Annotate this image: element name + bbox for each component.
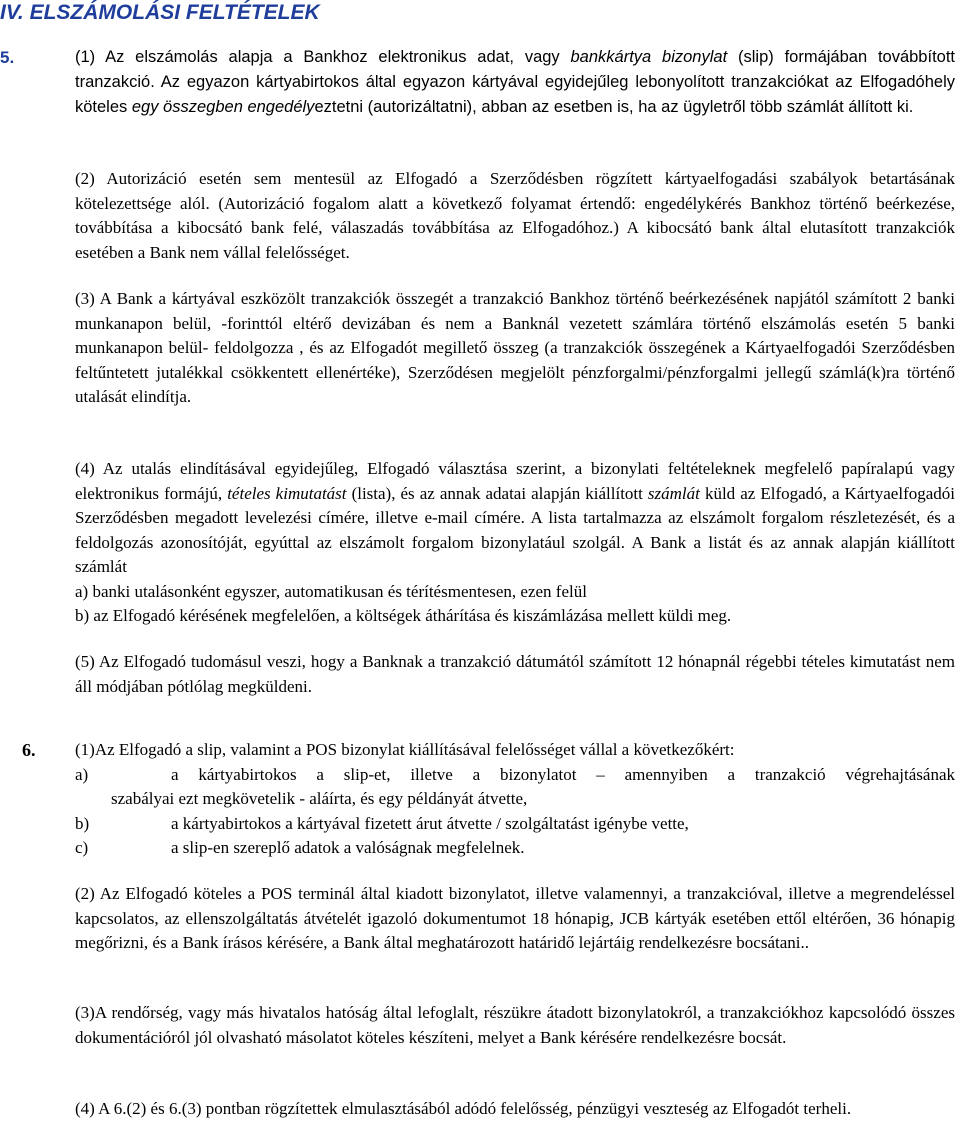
s5p1-italic-d: egy összegben engedély (131, 98, 315, 116)
section-6-paragraph-2: (2) Az Elfogadó köteles a POS terminál által kiadott bizonylatot, illetve valamennyi, a tranzakcióval, illetve a megrendeléssel kapcsolatos, az ellenszolgáltatás átvételét igazoló dokumentumot 18 hónapig, JCB kártyák esetében ettől eltérően, 36 hónapig megőrizni, és a Bank írásos kérésére, a Bank által meghatározott határidő lejártáig rendelkezésre bocsátani.. (75, 884, 955, 952)
section-5-paragraph-1 (75, 45, 955, 120)
list-item-a-text: a kártyabirtokos a slip-et, illetve a bizonylatot – amennyiben a tranzakció végrehajtásának (171, 764, 955, 784)
s5p4-text-a: (4) Az utalás elindításával egyidejűleg, Elfogadó választása szerint, a bizonylati feltételeknek megfelelő papíralapú vagy elektronikus formájú, (75, 459, 955, 503)
list-item-a-continuation: szabályai ezt megkövetelik - aláírta, és egy példányát átvette, (111, 789, 528, 808)
s5p1-text-e: eztetni (autorizáltatni), abban az esetben is, ha az ügyletről több számlát állított ki. (314, 98, 914, 116)
s5p4-italic-d: számlát (647, 483, 700, 503)
section-5-paragraph-5: (5) Az Elfogadó tudomásul veszi, hogy a Banknak a tranzakció dátumától számított 12 hónapnál régebbi tételes kimutatást nem áll módjában pótlólag megküldeni. (75, 652, 955, 696)
section-heading: IV. ELSZÁMOLÁSI FELTÉTELEK (0, 1, 320, 24)
section-6-paragraph-3: (3)A rendőrség, vagy más hivatalos hatóság által lefoglalt, részükre átadott bizonylatokról, a tranzakciókhoz kapcsolódó összes dokumentációról jól olvasható másolatot köteles készíteni, melyet a Bank kérésére rendelkezésre bocsát. (75, 1003, 955, 1047)
s6p1-intro: (1)Az Elfogadó a slip, valamint a POS bizonylat kiállításával felelősséget vállal a következőkért: (75, 740, 735, 759)
s5p1-text-a: (1) Az elszámolás alapja a Bankhoz elektronikus adat, vagy (75, 48, 571, 66)
section-5-paragraph-3: (3) A Bank a kártyával eszközölt tranzakciók összegét a tranzakció Bankhoz történő beérkezésének napjától számított 2 banki munkanapon belül, -forinttól eltérő devizában és nem a Banknál vezetett számlára történő elszámolás esetén 5 banki munkanapon belül- feldolgozza , és az Elfogadót megillető összeg (a tranzakciók összegének a Kártyaelfogadói Szerződésben feltűntetett jutalékkal csökkentett ellenértéke), Szerződésen megjelölt pénzforgalmi/pénzforgalmi jellegű számlá(k)ra történő utalását elindítja. (75, 289, 955, 406)
section-5-number: 5. (0, 48, 15, 67)
list-item-a (75, 763, 955, 788)
section-6-paragraph-1 (75, 738, 955, 861)
s5p4-line-a: a) banki utalásonként egyszer, automatikusan és térítésmentesen, ezen felül (75, 581, 587, 601)
list-item-c-label: c) (75, 838, 89, 857)
s5p1-text-c: (slip) formájában továbbított tranzakció. Az egyazon kártyabirtokos által egyazon kártyával egyidejűleg lebonyolított tranzakciókat az Elfogadóhely köteles (75, 48, 955, 116)
s5p4-italic-b: tételes kimutatást (227, 483, 347, 503)
section-6-number: 6. (22, 740, 36, 760)
s5p4-body (75, 457, 955, 580)
list-item-a-label: a) (75, 764, 89, 784)
section-6-paragraph-4: (4) A 6.(2) és 6.(3) pontban rögzítettek elmulasztásából adódó felelősség, pénzügyi veszteség az Elfogadót terheli. (75, 1099, 852, 1118)
list-item-c (75, 836, 955, 861)
s5p1-italic-b: bankkártya bizonylat (570, 48, 728, 66)
list-item-b (75, 812, 955, 837)
s5p4-text-e: küld az Elfogadó, a Kártyaelfogadói Szerződésben megadott levelezési címére, illetve e-mail címére. A lista tartalmazza az elszámolt forgalom részletezését, és a feldolgozás azonosítóját, egyúttal az elszámolt forgalom bizonylatául szolgál. A Bank a listát és az annak alapján kiállított számlát (75, 483, 955, 576)
s5p4-line-b: b) az Elfogadó kérésének megfelelően, a költségek áthárítása és kiszámlázása mellett küldi meg. (75, 606, 732, 625)
section-5-paragraph-2: (2) Autorizáció esetén sem mentesül az Elfogadó a Szerződésben rögzített kártyaelfogadási szabályok betartásának kötelezettsége alól. (Autorizáció fogalom alatt a következő folyamat értendő: engedélykérés Bankhoz történő beérkezése, továbbítása a kibocsátó bank felé, válaszadás továbbítása az Elfogadóhoz.) A kibocsátó bank által elutasított tranzakciók esetében a Bank nem vállal felelősséget. (75, 169, 955, 262)
s5p4-text-c: (lista), és az annak adatai alapján kiállított (346, 483, 648, 503)
list-item-b-text: a kártyabirtokos a kártyával fizetett árut átvette / szolgáltatást igénybe vette, (171, 813, 689, 833)
section-5-paragraph-4 (75, 457, 955, 629)
list-item-c-text: a slip-en szereplő adatok a valóságnak megfelelnek. (171, 838, 525, 857)
list-item-b-label: b) (75, 813, 90, 833)
